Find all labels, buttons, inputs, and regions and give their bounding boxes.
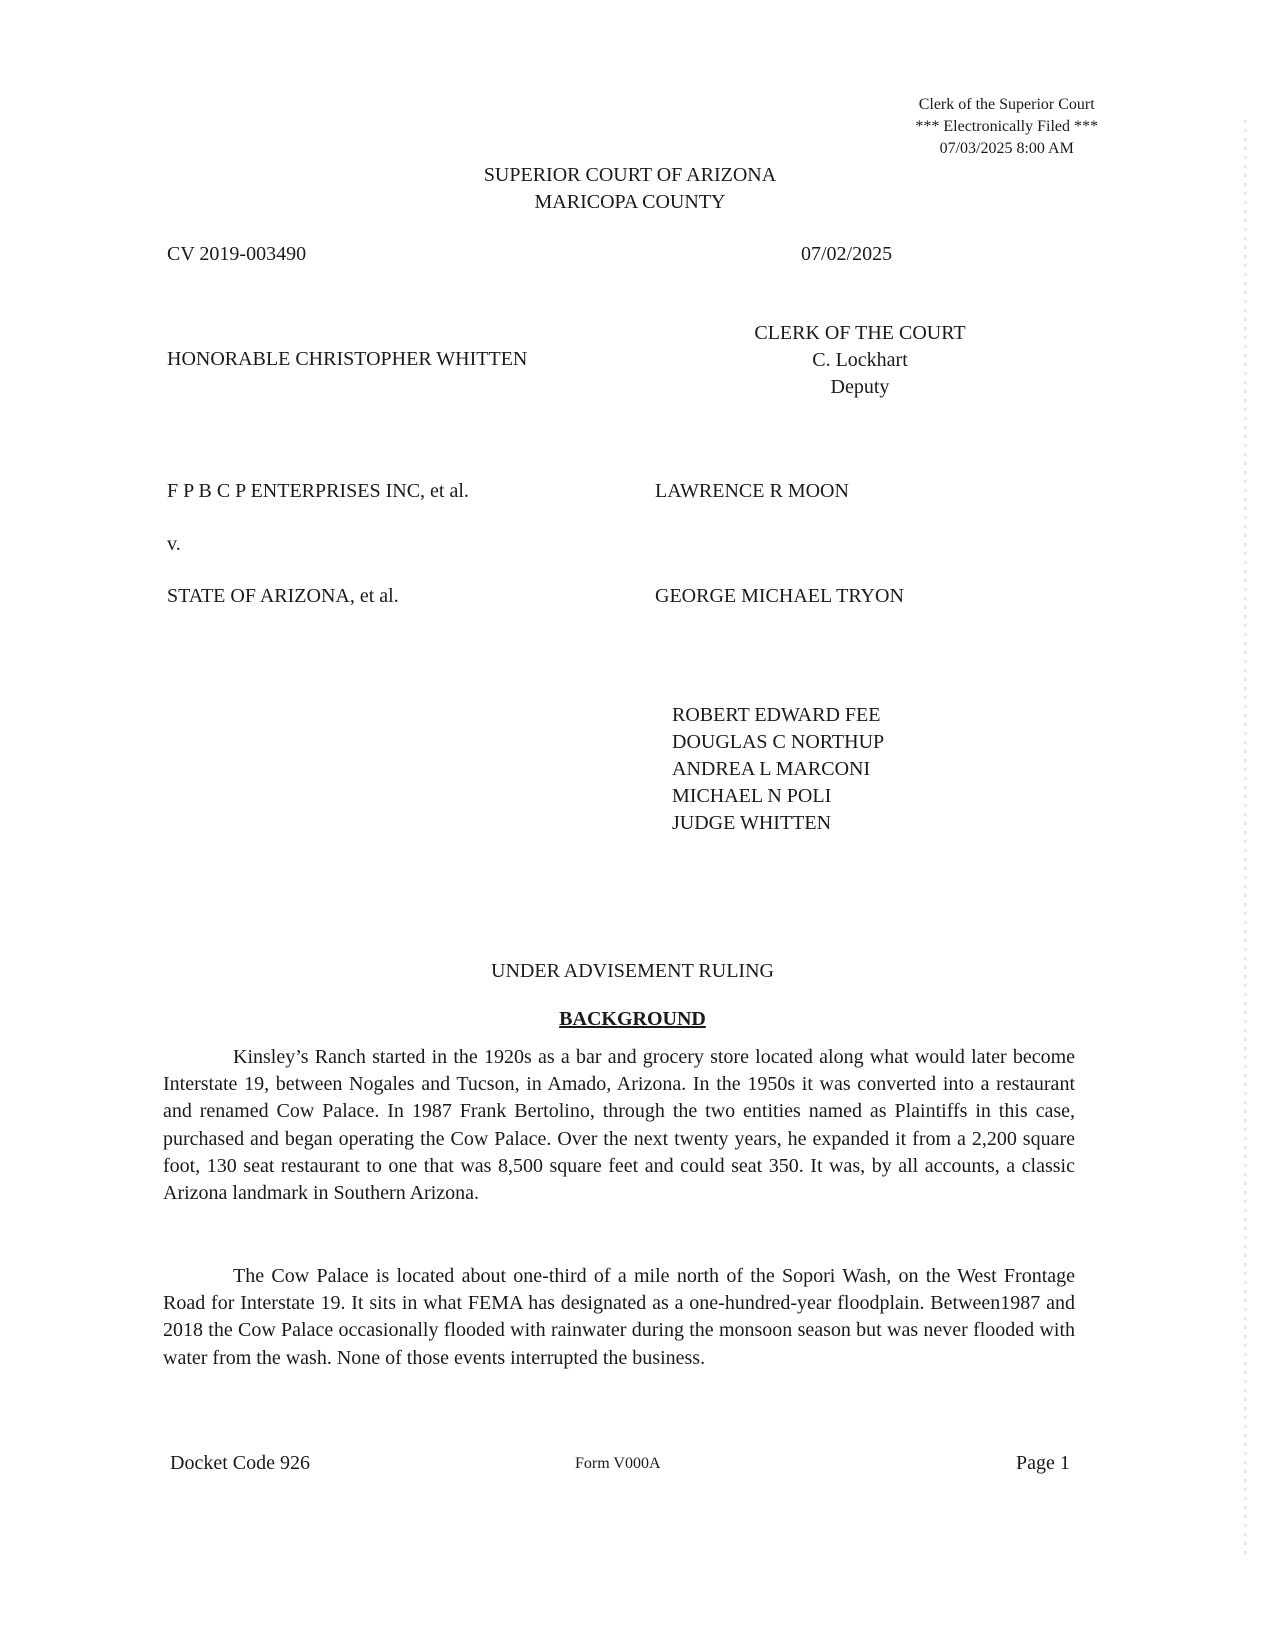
plaintiff-counsel: LAWRENCE R MOON: [655, 480, 849, 502]
defendant-name: STATE OF ARIZONA, et al.: [167, 585, 399, 607]
body-paragraph: Kinsley’s Ranch started in the 1920s as a bar and grocery store located along what would later become Interstate 19, between Nogales and Tucson, in Amado, Arizona. In the 1950s it was converted into a restaurant and renamed Cow Palace. In 1987 Frank Bertolino, through the two entities named as Plaintiffs in this case, purchased and began operating the Cow Palace. Over the next twenty years, he expanded it from a 2,200 square foot, 130 seat restaurant to one that was 8,500 square feet and could seat 350. It was, by all accounts, a classic Arizona landmark in Southern Arizona.: [163, 1046, 1075, 1205]
filing-stamp-timestamp: 07/03/2025 8:00 AM: [939, 140, 1074, 157]
filing-stamp-line-2: *** Electronically Filed ***: [915, 118, 1098, 135]
footer-page-number: Page 1: [1016, 1452, 1070, 1474]
defendant-counsel: GEORGE MICHAEL TRYON: [655, 585, 904, 607]
case-number: CV 2019-003490: [167, 243, 307, 265]
body-paragraph: The Cow Palace is located about one-third of a mile north of the Sopori Wash, on the West Frontage Road for Interstate 19. It sits in what FEMA has designated as a one-hundred-year floodplain. Between1987 and 2018 the Cow Palace occasionally flooded with rainwater during the monsoon season but was never flooded with water from the wash. None of those events interrupted the business.: [163, 1265, 1075, 1369]
versus-label: v.: [167, 533, 181, 555]
court-county: MARICOPA COUNTY: [534, 191, 726, 213]
section-heading-background: BACKGROUND: [559, 1008, 706, 1030]
copy-recipient: ROBERT EDWARD FEE: [672, 704, 881, 726]
court-heading: [420, 162, 840, 216]
footer-docket-code: Docket Code 926: [170, 1452, 310, 1474]
judge-name: HONORABLE CHRISTOPHER WHITTEN: [167, 348, 528, 370]
ruling-title: UNDER ADVISEMENT RULING: [491, 960, 774, 982]
clerk-block: [735, 320, 985, 401]
clerk-name: C. Lockhart: [812, 349, 908, 371]
clerk-role: Deputy: [830, 376, 890, 398]
scan-edge-artifact: [1244, 120, 1247, 1560]
court-name: SUPERIOR COURT OF ARIZONA: [483, 164, 777, 186]
case-date: 07/02/2025: [801, 243, 893, 265]
copies-to-list: [672, 702, 884, 837]
footer-form-id: Form V000A: [575, 1455, 661, 1472]
copy-recipient: MICHAEL N POLI: [672, 785, 832, 807]
copy-recipient: ANDREA L MARCONI: [672, 758, 871, 780]
clerk-title: CLERK OF THE COURT: [754, 322, 966, 344]
copy-recipient: DOUGLAS C NORTHUP: [672, 731, 885, 753]
plaintiff-name: F P B C P ENTERPRISES INC, et al.: [167, 480, 469, 502]
electronic-filing-stamp: [915, 94, 1098, 160]
filing-stamp-line-1: Clerk of the Superior Court: [918, 96, 1095, 113]
copy-recipient: JUDGE WHITTEN: [672, 812, 832, 834]
